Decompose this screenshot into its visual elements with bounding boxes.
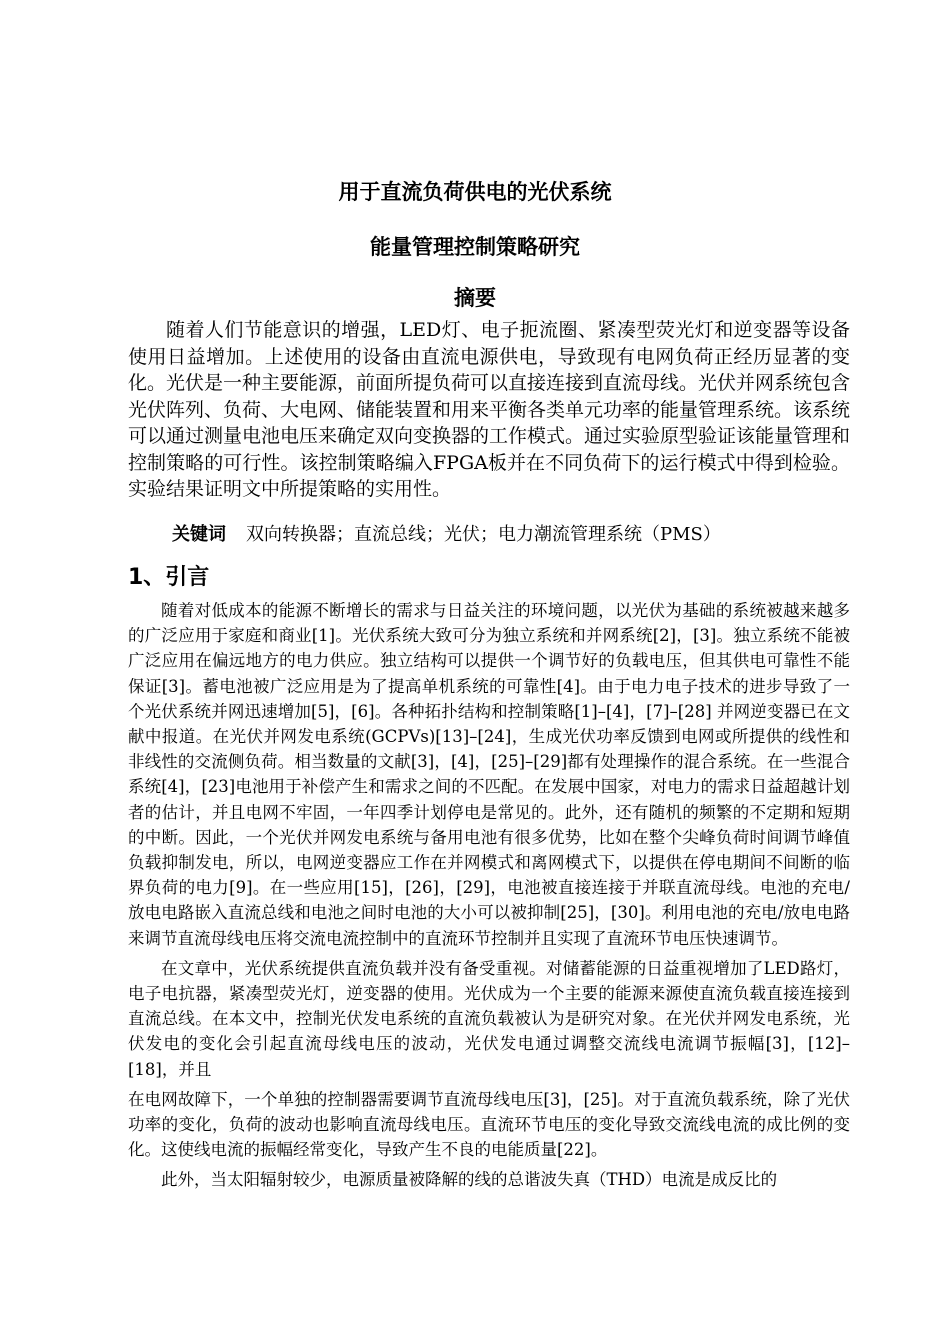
- section-1-body: [128, 598, 850, 1193]
- paragraph-3: 在电网故障下，一个单独的控制器需要调节直流母线电压[3]，[25]。对于直流负载系统，除了光伏功率的变化，负荷的波动也影响直流母线电压。直流环节电压的变化导致交流线电流的成比例的变化。这使线电流的振幅经常变化，导致产生不良的电能质量[22]。: [128, 1089, 850, 1160]
- title-line-2: 能量管理控制策略研究: [370, 235, 580, 259]
- title-line-1: 用于直流负荷供电的光伏系统: [338, 180, 612, 204]
- section-1-heading: 1、引言: [128, 565, 210, 590]
- keywords-text: 双向转换器；直流总线；光伏；电力潮流管理系统（PMS）: [246, 524, 721, 545]
- keywords-line: [172, 520, 852, 546]
- abstract-heading: 摘要: [454, 286, 496, 310]
- paragraph-1: 随着对低成本的能源不断增长的需求与日益关注的环境问题，以光伏为基础的系统被越来越多的广泛应用于家庭和商业[1]。光伏系统大致可分为独立系统和并网系统[2]，[3]。独立系统不能被广泛应用在偏远地方的电力供应。独立结构可以提供一个调节好的负载电压，但其供电可靠性不能保证[3]。蓄电池被广泛应用是为了提高单机系统的可靠性[4]。由于电力电子技术的进步导致了一个光伏系统并网迅速增加[5]，[6]。各种拓扑结构和控制策略[1]–[4]，[7]–[28] 并网逆变器已在文献中报道。在光伏并网发电系统(GCPVs)[13]–[24]，生成光伏功率反馈到电网或所提供的线性和非线性的交流侧负荷。相当数量的文献[3]，[4]，[25]–[29]都有处理操作的混合系统。在一些混合系统[4]，[23]电池用于补偿产生和需求之间的不匹配。在发展中国家，对电力的需求日益超越计划者的估计，并且电网不牢固，一年四季计划停电是常见的。此外，还有随机的频繁的不定期和短期的中断。因此，一个光伏并网发电系统与备用电池有很多优势，比如在整个尖峰负荷时间调节峰值负载抑制发电，所以，电网逆变器应工作在并网模式和离网模式下，以提供在停电期间不间断的临界负荷的电力[9]。在一些应用[15]，[26]，[29]，电池被直接连接于并联直流母线。电池的充电/放电电路嵌入直流总线和电池之间时电池的大小可以被抑制[25]，[30]。利用电池的充电/放电电路来调节直流母线电压将交流电流控制中的直流环节控制并且实现了直流环节电压快速调节。: [128, 601, 850, 948]
- paragraph-2: 在文章中，光伏系统提供直流负载并没有备受重视。对储蓄能源的日益重视增加了LED路灯，电子电抗器，紧凑型荧光灯，逆变器的使用。光伏成为一个主要的能源来源使直流负载直接连接到直流总线。在本文中，控制光伏发电系统的直流负载被认为是研究对象。在光伏并网发电系统，光伏发电的变化会引起直流母线电压的波动，光伏发电通过调整交流线电流调节振幅[3]，[12]–[18]，并且: [128, 958, 850, 1079]
- paragraph-4: 此外，当太阳辐射较少，电源质量被降解的线的总谐波失真（THD）电流是成反比的: [161, 1170, 778, 1190]
- abstract-text: 随着人们节能意识的增强，LED灯、电子扼流圈、紧凑型荧光灯和逆变器等设备使用日益增加。上述使用的设备由直流电源供电，导致现有电网负荷正经历显著的变化。光伏是一种主要能源，前面所提负荷可以直接连接到直流母线。光伏并网系统包含光伏阵列、负荷、大电网、储能装置和用来平衡各类单元功率的能量管理系统。该系统可以通过测量电池电压来确定双向变换器的工作模式。通过实验原型验证该能量管理和控制策略的可行性。该控制策略编入FPGA板并在不同负荷下的运行模式中得到检验。实验结果证明文中所提策略的实用性。: [128, 319, 851, 500]
- keywords-label: 关键词: [172, 524, 226, 545]
